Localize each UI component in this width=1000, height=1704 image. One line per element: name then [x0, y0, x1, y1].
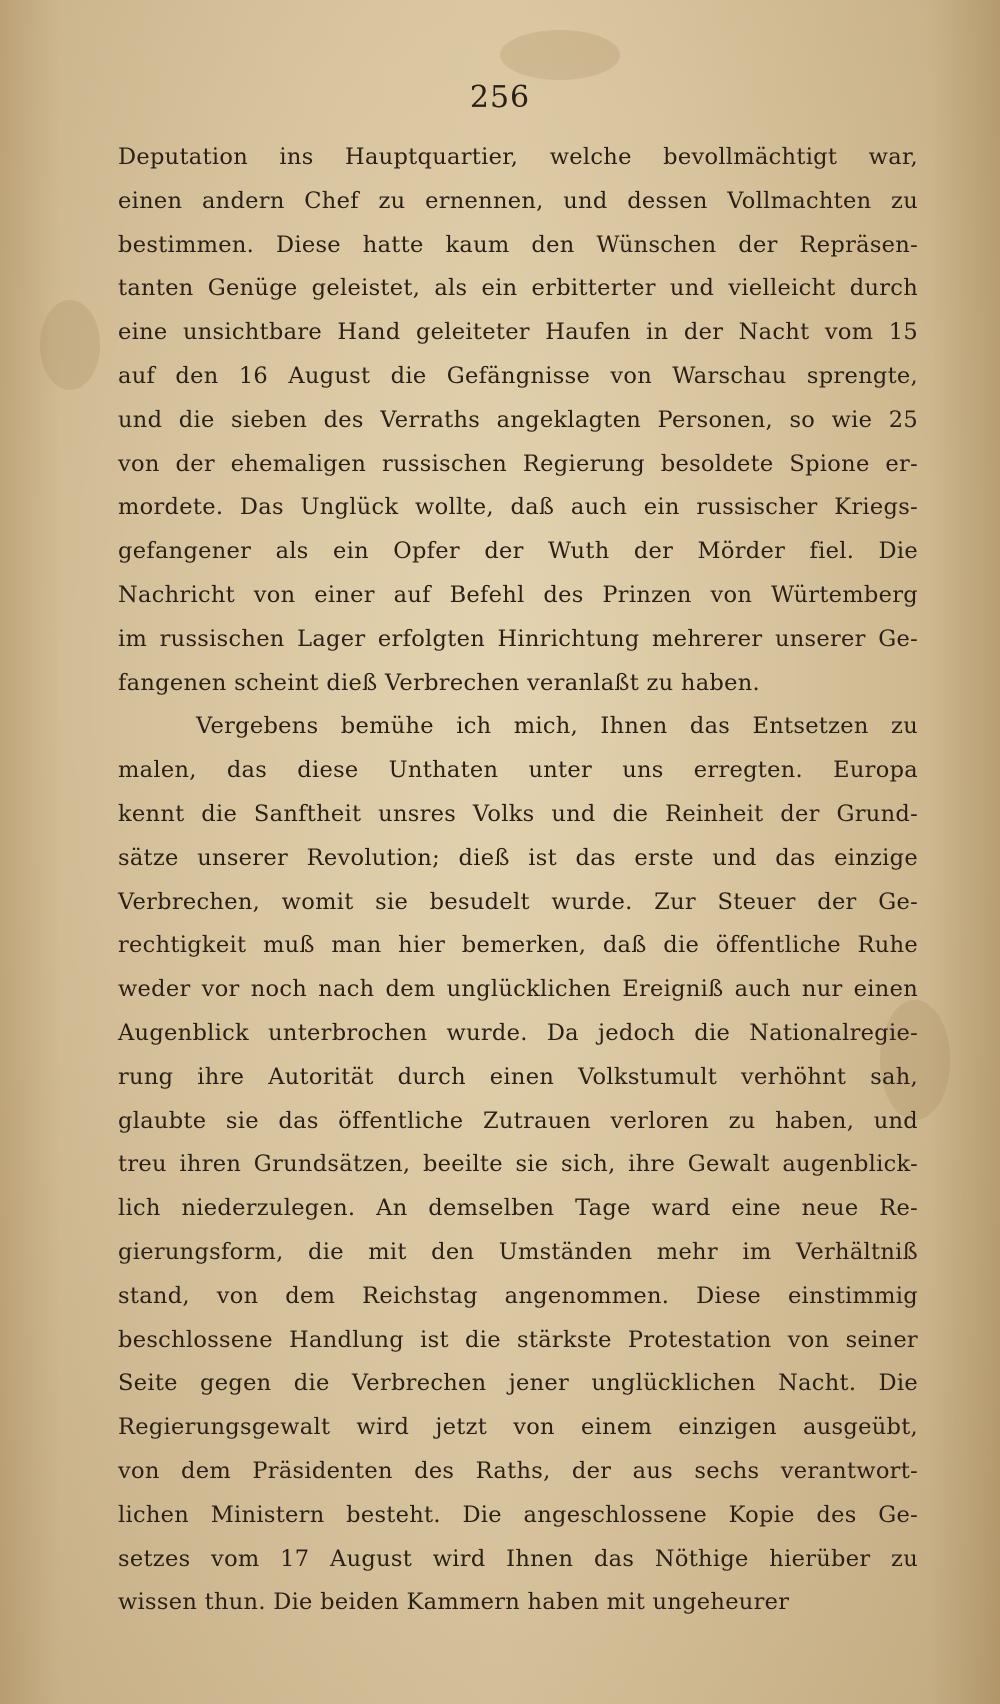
text-line: mordete. Das Unglück wollte, daß auch ein russischer Kriegs- — [118, 494, 918, 521]
text-line: einen andern Chef zu ernennen, und dessen Vollmachten zu — [118, 187, 918, 214]
text-line: Regierungsgewalt wird jetzt von einem einzigen ausgeübt, — [118, 1414, 918, 1441]
text-line: beschlossene Handlung ist die stärkste Protestation von seiner — [118, 1326, 918, 1353]
paragraph — [118, 136, 918, 705]
text-line: Deputation ins Hauptquartier, welche bevollmächtigt war, — [118, 144, 918, 170]
text-line: Augenblick unterbrochen wurde. Da jedoch die Nationalregie- — [118, 1019, 918, 1046]
text-line: von der ehemaligen russischen Regierung besoldete Spione er- — [118, 450, 918, 477]
text-line: rechtigkeit muß man hier bemerken, daß die öffentliche Ruhe — [118, 932, 918, 959]
text-line: Nachricht von einer auf Befehl des Prinzen von Würtemberg — [118, 581, 918, 608]
text-line: Seite gegen die Verbrechen jener unglücklichen Nacht. Die — [118, 1370, 918, 1397]
text-line: kennt die Sanftheit unsres Volks und die Reinheit der Grund- — [118, 800, 918, 827]
text-line: und die sieben des Verraths angeklagten Personen, so wie 25 — [118, 406, 918, 433]
text-line: auf den 16 August die Gefängnisse von Warschau sprengte, — [118, 362, 918, 389]
page-number: 256 — [469, 80, 531, 115]
text-line: treu ihren Grundsätzen, beeilte sie sich, ihre Gewalt augenblick- — [118, 1151, 918, 1178]
text-line: wissen thun. Die beiden Kammern haben mit ungeheurer — [118, 1589, 790, 1616]
text-line: im russischen Lager erfolgten Hinrichtung mehrerer unserer Ge- — [118, 625, 918, 652]
text-line: gefangener als ein Opfer der Wuth der Mörder fiel. Die — [118, 538, 918, 565]
text-line: rung ihre Autorität durch einen Volkstumult verhöhnt sah, — [118, 1063, 918, 1090]
text-line: fangenen scheint dieß Verbrechen veranlaßt zu haben. — [118, 669, 760, 696]
text-line: weder vor noch nach dem unglücklichen Ereigniß auch nur einen — [118, 976, 918, 1003]
text-line: sätze unserer Revolution; dieß ist das erste und das einzige — [118, 844, 918, 871]
paper-stain — [500, 30, 620, 80]
text-line: stand, von dem Reichstag angenommen. Diese einstimmig — [118, 1282, 918, 1309]
body-text — [118, 136, 918, 1625]
text-line: eine unsichtbare Hand geleiteter Haufen in der Nacht vom 15 — [118, 319, 918, 346]
text-line: gierungsform, die mit den Umständen mehr im Verhältniß — [118, 1238, 918, 1265]
paragraph — [118, 705, 918, 1625]
text-line: setzes vom 17 August wird Ihnen das Nöthige hierüber zu — [118, 1545, 918, 1572]
text-line: malen, das diese Unthaten unter uns erregten. Europa — [118, 757, 918, 784]
text-line: Verbrechen, womit sie besudelt wurde. Zur Steuer der Ge- — [118, 888, 918, 915]
text-line: lichen Ministern besteht. Die angeschlossene Kopie des Ge- — [118, 1501, 918, 1528]
text-line: lich niederzulegen. An demselben Tage ward eine neue Re- — [118, 1195, 918, 1222]
paper-stain — [40, 300, 100, 390]
text-line: glaubte sie das öffentliche Zutrauen verloren zu haben, und — [118, 1107, 918, 1134]
text-line: tanten Genüge geleistet, als ein erbitterter und vielleicht durch — [118, 275, 918, 302]
text-line: Vergebens bemühe ich mich, Ihnen das Entsetzen zu — [196, 713, 918, 740]
text-line: von dem Präsidenten des Raths, der aus sechs verantwort- — [118, 1457, 918, 1484]
text-line: bestimmen. Diese hatte kaum den Wünschen der Repräsen- — [118, 231, 918, 258]
